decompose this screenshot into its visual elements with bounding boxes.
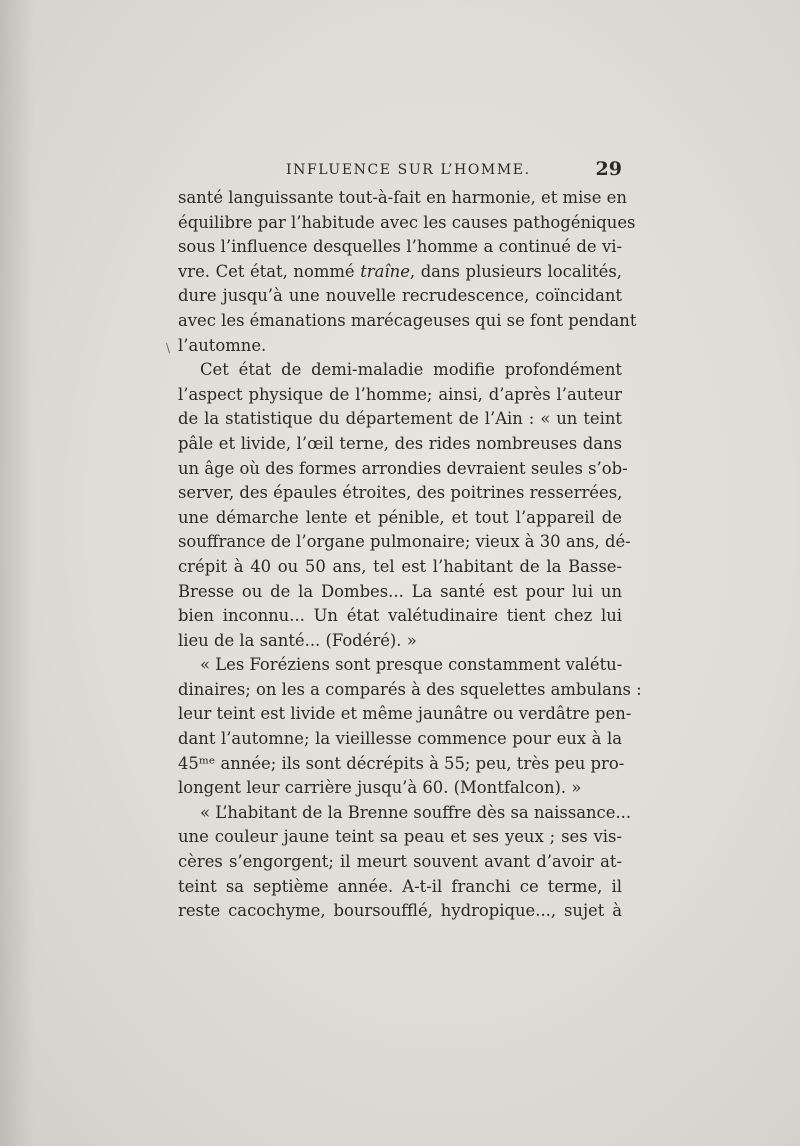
- text-line: de la statistique du département de l’Ain : « un teint: [178, 409, 622, 429]
- text-line: Cet état de demi-maladie modifie profondément: [200, 360, 622, 380]
- page-header: [178, 158, 622, 184]
- italic-term: traîne: [360, 261, 410, 281]
- text-line: souffrance de l’organe pulmonaire; vieux à 30 ans, dé-: [178, 532, 631, 552]
- text-line: teint sa septième année. A-t-il franchi ce terme, il: [178, 876, 622, 896]
- text-line: santé languissante tout-à-fait en harmonie, et mise en: [178, 188, 627, 207]
- text-line: bien inconnu... Un état valétudinaire tient chez lui: [178, 606, 622, 626]
- text-line: vre. Cet état, nommé traîne, dans plusieurs localités,: [178, 261, 622, 281]
- text-line: lieu de la santé... (Fodéré). »: [178, 630, 417, 650]
- text-line: un âge où des formes arrondies devraient seules s’ob-: [178, 458, 628, 478]
- text-line: reste cacochyme, boursoufflé, hydropique..., sujet à: [178, 901, 622, 921]
- text-line: cères s’engorgent; il meurt souvent avant d’avoir at-: [178, 852, 622, 872]
- text-line: « L’habitant de la Brenne souffre dès sa naissance...: [200, 802, 632, 822]
- text-line: 45ᵐᵉ année; ils sont décrépits à 55; peu, très peu pro-: [178, 753, 625, 773]
- text-line: crépit à 40 ou 50 ans, tel est l’habitant de la Basse-: [178, 556, 622, 576]
- text-line: Bresse ou de la Dombes... La santé est pour lui un: [178, 581, 622, 601]
- margin-mark: \: [166, 341, 171, 355]
- gutter-shadow: [0, 0, 34, 1146]
- text-line: équilibre par l’habitude avec les causes pathogéniques: [178, 212, 636, 232]
- text-line: l’aspect physique de l’homme; ainsi, d’après l’auteur: [178, 384, 622, 404]
- text-line: dant l’automne; la vieillesse commence pour eux à la: [178, 729, 622, 749]
- running-head: INFLUENCE SUR L’HOMME.: [286, 162, 531, 178]
- text-line: server, des épaules étroites, des poitrines resserrées,: [178, 483, 623, 503]
- page-number: 29: [595, 158, 622, 180]
- text-line: pâle et livide, l’œil terne, des rides nombreuses dans: [178, 433, 622, 453]
- text-line: longent leur carrière jusqu’à 60. (Montfalcon). »: [178, 778, 582, 798]
- text-line: dinaires; on les a comparés à des squelettes ambulans :: [178, 679, 642, 699]
- text-line: l’automne.: [178, 335, 267, 355]
- text-line: une couleur jaune teint sa peau et ses yeux ; ses vis-: [178, 827, 622, 847]
- text-line: sous l’influence desquelles l’homme a continué de vi-: [178, 237, 622, 257]
- text-line: dure jusqu’à une nouvelle recrudescence, coïncidant: [178, 286, 622, 306]
- text-line: une démarche lente et pénible, et tout l’appareil de: [178, 507, 622, 527]
- body-text: [178, 186, 642, 924]
- text-line: avec les émanations marécageuses qui se font pendant: [178, 310, 637, 330]
- text-line: leur teint est livide et même jaunâtre ou verdâtre pen-: [178, 704, 632, 724]
- text-line: « Les Foréziens sont presque constamment valétu-: [200, 655, 623, 675]
